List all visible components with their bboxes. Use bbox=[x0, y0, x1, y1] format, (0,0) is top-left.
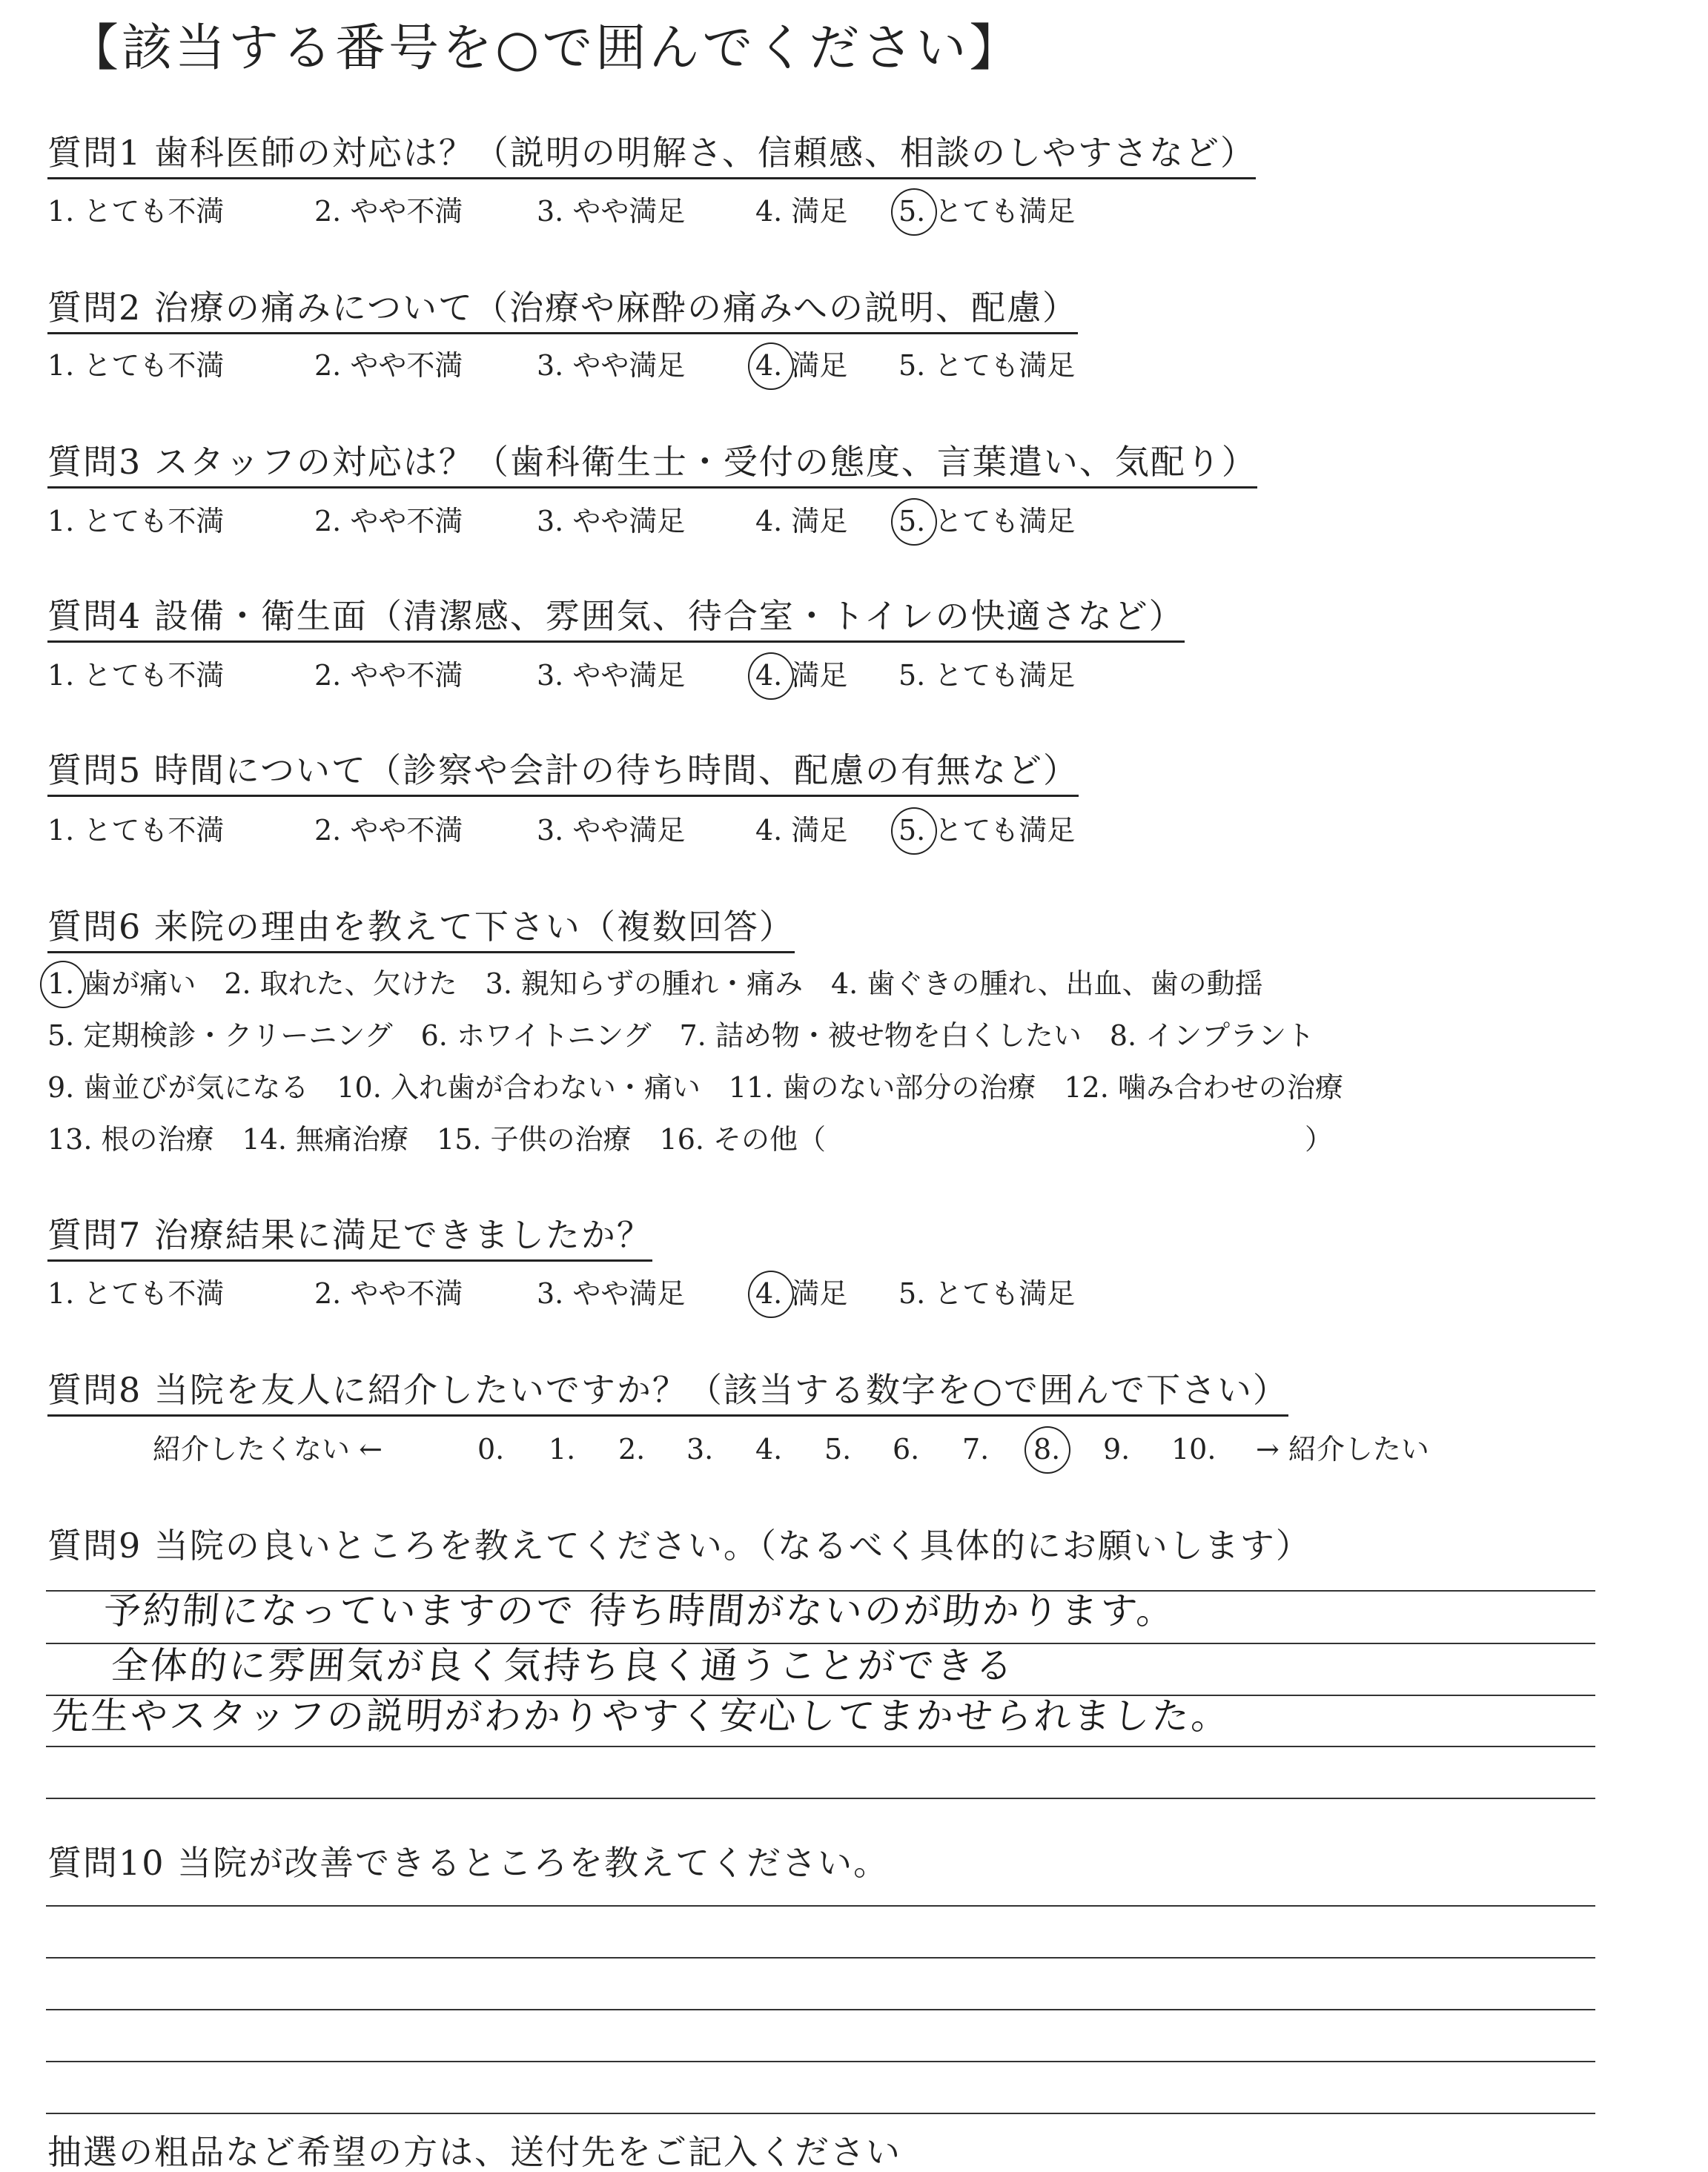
q8-scale-7[interactable]: 7. bbox=[962, 1433, 990, 1466]
q6-reason-row-1-text-selected[interactable]: 1. 歯が痛い 2. 取れた、欠けた 3. 親知らずの腫れ・痛み 4. 歯ぐきの腫れ、出血、歯の動揺 bbox=[47, 967, 1263, 1000]
q9-answer-line-2[interactable]: 全体的に雰囲気が良く気持ち良く通うことができる bbox=[109, 1644, 1017, 1687]
q5-option-4[interactable]: 4. 満足 bbox=[755, 814, 848, 847]
q1-heading: 質問1 歯科医師の対応は？（説明の明解さ、信頼感、相談のしやすさなど） bbox=[47, 136, 1256, 179]
q9-line-5 bbox=[46, 1798, 1595, 1799]
q4-heading: 質問4 設備・衛生面（清潔感、雰囲気、待合室・トイレの快適さなど） bbox=[47, 599, 1185, 643]
q4-option-4-selected[interactable]: 4. 満足 bbox=[755, 659, 848, 692]
q8-scale-6[interactable]: 6. bbox=[893, 1433, 920, 1466]
q8-scale-3[interactable]: 3. bbox=[686, 1433, 714, 1466]
q1-option-5-selected[interactable]: 5. とても満足 bbox=[898, 195, 1076, 228]
q8-scale-4[interactable]: 4. bbox=[755, 1433, 783, 1466]
q5-heading: 質問5 時間について（診察や会計の待ち時間、配慮の有無など） bbox=[47, 753, 1079, 797]
q7-option-3[interactable]: 3. やや満足 bbox=[537, 1277, 686, 1310]
footer-text: 抽選の粗品など希望の方は、送付先をご記入ください bbox=[47, 2132, 901, 2172]
q9-answer-line-3[interactable]: 先生やスタッフの説明がわかりやすく安心してまかせられました。 bbox=[50, 1695, 1233, 1738]
q9-heading: 質問9 当院の良いところを教えてください。（なるべく具体的にお願いします） bbox=[47, 1526, 1311, 1566]
q8-scale-1[interactable]: 1. bbox=[549, 1433, 576, 1466]
q3-option-2[interactable]: 2. やや不満 bbox=[314, 505, 463, 537]
q2-heading: 質問2 治療の痛みについて（治療や麻酔の痛みへの説明、配慮） bbox=[47, 291, 1078, 334]
q9-line-4 bbox=[46, 1746, 1595, 1747]
q7-option-5[interactable]: 5. とても満足 bbox=[898, 1277, 1076, 1310]
q3-option-1[interactable]: 1. とても不満 bbox=[47, 505, 225, 537]
q7-heading: 質問7 治療結果に満足できましたか？ bbox=[47, 1218, 652, 1262]
q9-answer-line-1[interactable]: 予約制になっていますので 待ち時間がないのが助かります。 bbox=[102, 1589, 1177, 1632]
q10-line-5[interactable] bbox=[46, 2113, 1595, 2114]
q1-option-2[interactable]: 2. やや不満 bbox=[314, 195, 463, 228]
q4-option-5[interactable]: 5. とても満足 bbox=[898, 659, 1076, 692]
q3-option-5-selected[interactable]: 5. とても満足 bbox=[898, 505, 1076, 537]
page-title: 【該当する番号を○で囲んでください】 bbox=[68, 19, 1023, 78]
q10-line-1[interactable] bbox=[46, 1905, 1595, 1907]
q5-option-5-selected[interactable]: 5. とても満足 bbox=[898, 814, 1076, 847]
q6-reason-row-4-text[interactable]: 13. 根の治療 14. 無痛治療 15. 子供の治療 16. その他（ ） bbox=[47, 1123, 1334, 1156]
q1-option-3[interactable]: 3. やや満足 bbox=[537, 195, 686, 228]
q10-heading: 質問10 当院が改善できるところを教えてください。 bbox=[47, 1843, 890, 1883]
q5-option-2[interactable]: 2. やや不満 bbox=[314, 814, 463, 847]
q3-heading: 質問3 スタッフの対応は？（歯科衛生士・受付の態度、言葉遣い、気配り） bbox=[47, 445, 1257, 489]
q7-option-1[interactable]: 1. とても不満 bbox=[47, 1277, 225, 1310]
q8-scale-9[interactable]: 9. bbox=[1103, 1433, 1131, 1466]
q2-option-1[interactable]: 1. とても不満 bbox=[47, 349, 225, 382]
q7-option-4-selected[interactable]: 4. 満足 bbox=[755, 1277, 848, 1310]
q8-scale-2[interactable]: 2. bbox=[618, 1433, 646, 1466]
q8-scale-10[interactable]: 10. bbox=[1171, 1433, 1217, 1466]
q8-heading: 質問8 当院を友人に紹介したいですか？（該当する数字を○で囲んで下さい） bbox=[47, 1373, 1288, 1417]
q8-right-label: → 紹介したい bbox=[1256, 1433, 1429, 1466]
q8-scale-8-selected[interactable]: 8. bbox=[1033, 1433, 1061, 1466]
q10-line-2[interactable] bbox=[46, 1957, 1595, 1959]
q2-option-2[interactable]: 2. やや不満 bbox=[314, 349, 463, 382]
q4-option-3[interactable]: 3. やや満足 bbox=[537, 659, 686, 692]
q4-option-1[interactable]: 1. とても不満 bbox=[47, 659, 225, 692]
q7-option-2[interactable]: 2. やや不満 bbox=[314, 1277, 463, 1310]
q3-option-3[interactable]: 3. やや満足 bbox=[537, 505, 686, 537]
q10-line-4[interactable] bbox=[46, 2061, 1595, 2062]
q2-option-3[interactable]: 3. やや満足 bbox=[537, 349, 686, 382]
q8-left-label: 紹介したくない ← bbox=[153, 1433, 383, 1466]
q5-option-3[interactable]: 3. やや満足 bbox=[537, 814, 686, 847]
q2-option-4-selected[interactable]: 4. 満足 bbox=[755, 349, 848, 382]
q1-option-4[interactable]: 4. 満足 bbox=[755, 195, 848, 228]
q3-option-4[interactable]: 4. 満足 bbox=[755, 505, 848, 537]
q6-reason-row-3-text[interactable]: 9. 歯並びが気になる 10. 入れ歯が合わない・痛い 11. 歯のない部分の治療 12. 噛み合わせの治療 bbox=[47, 1071, 1343, 1104]
q6-reason-row-2-text[interactable]: 5. 定期検診・クリーニング 6. ホワイトニング 7. 詰め物・被せ物を白くしたい 8. インプラント bbox=[47, 1019, 1315, 1052]
q5-option-1[interactable]: 1. とても不満 bbox=[47, 814, 225, 847]
q1-option-1[interactable]: 1. とても不満 bbox=[47, 195, 225, 228]
q6-heading: 質問6 来院の理由を教えて下さい（複数回答） bbox=[47, 910, 795, 953]
q10-line-3[interactable] bbox=[46, 2009, 1595, 2010]
q8-scale-5[interactable]: 5. bbox=[824, 1433, 852, 1466]
q8-scale-0[interactable]: 0. bbox=[477, 1433, 505, 1466]
q4-option-2[interactable]: 2. やや不満 bbox=[314, 659, 463, 692]
q2-option-5[interactable]: 5. とても満足 bbox=[898, 349, 1076, 382]
